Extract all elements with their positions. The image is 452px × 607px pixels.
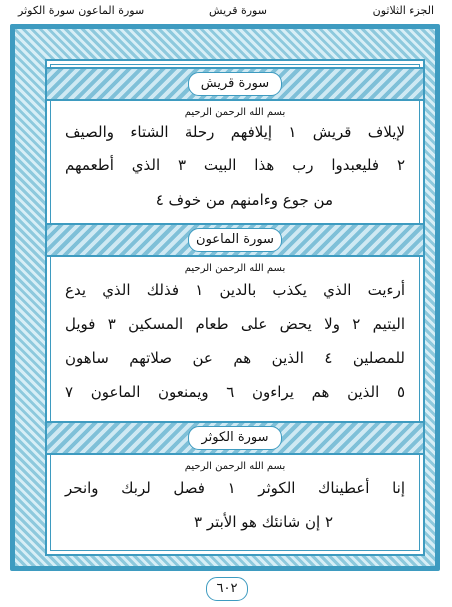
ayah-line: أرءيت الذي يكذب بالدين ١ فذلك الذي يدع	[65, 281, 405, 299]
ayah-line: لإيلاف قريش ١ إيلافهم رحلة الشتاء والصيف	[65, 123, 405, 141]
text-panel	[45, 59, 425, 556]
header-surah-name: سورة قريش	[209, 4, 267, 17]
ayah-line: ٢ إن شانئك هو الأبتر ٣	[194, 513, 333, 531]
surah-banner-kawthar	[47, 421, 423, 455]
ayah-line: ٢ فليعبدوا رب هذا البيت ٣ الذي أطعمهم	[65, 156, 405, 174]
ayah-line: من جوع وءامنهم من خوف ٤	[155, 191, 333, 209]
ayah-line: اليتيم ٢ ولا يحض على طعام المسكين ٣ فويل	[65, 315, 405, 333]
surah-banner-maun	[47, 223, 423, 257]
basmala: بسم الله الرحمن الرحيم	[184, 263, 286, 274]
surah-title-kawthar: سورة الكوثر	[188, 426, 282, 450]
surah-banner-quraysh	[47, 67, 423, 101]
page-number: ٦٠٢	[206, 577, 248, 601]
basmala: بسم الله الرحمن الرحيم	[184, 461, 286, 472]
ayah-line: إنا أعطيناك الكوثر ١ فصل لربك وانحر	[65, 479, 405, 497]
ayah-line: ٥ الذين هم يراءون ٦ ويمنعون الماعون ٧	[65, 383, 405, 401]
page-header	[18, 2, 434, 22]
header-surah-names: سورة الماعون سورة الكوثر	[18, 4, 145, 17]
basmala: بسم الله الرحمن الرحيم	[184, 107, 286, 118]
surah-title-quraysh: سورة قريش	[188, 72, 282, 96]
ayah-line: للمصلين ٤ الذين هم عن صلاتهم ساهون	[65, 349, 405, 367]
surah-title-maun: سورة الماعون	[188, 228, 282, 252]
decorative-border	[10, 24, 440, 571]
header-juz: الجزء الثلاثون	[372, 4, 434, 17]
